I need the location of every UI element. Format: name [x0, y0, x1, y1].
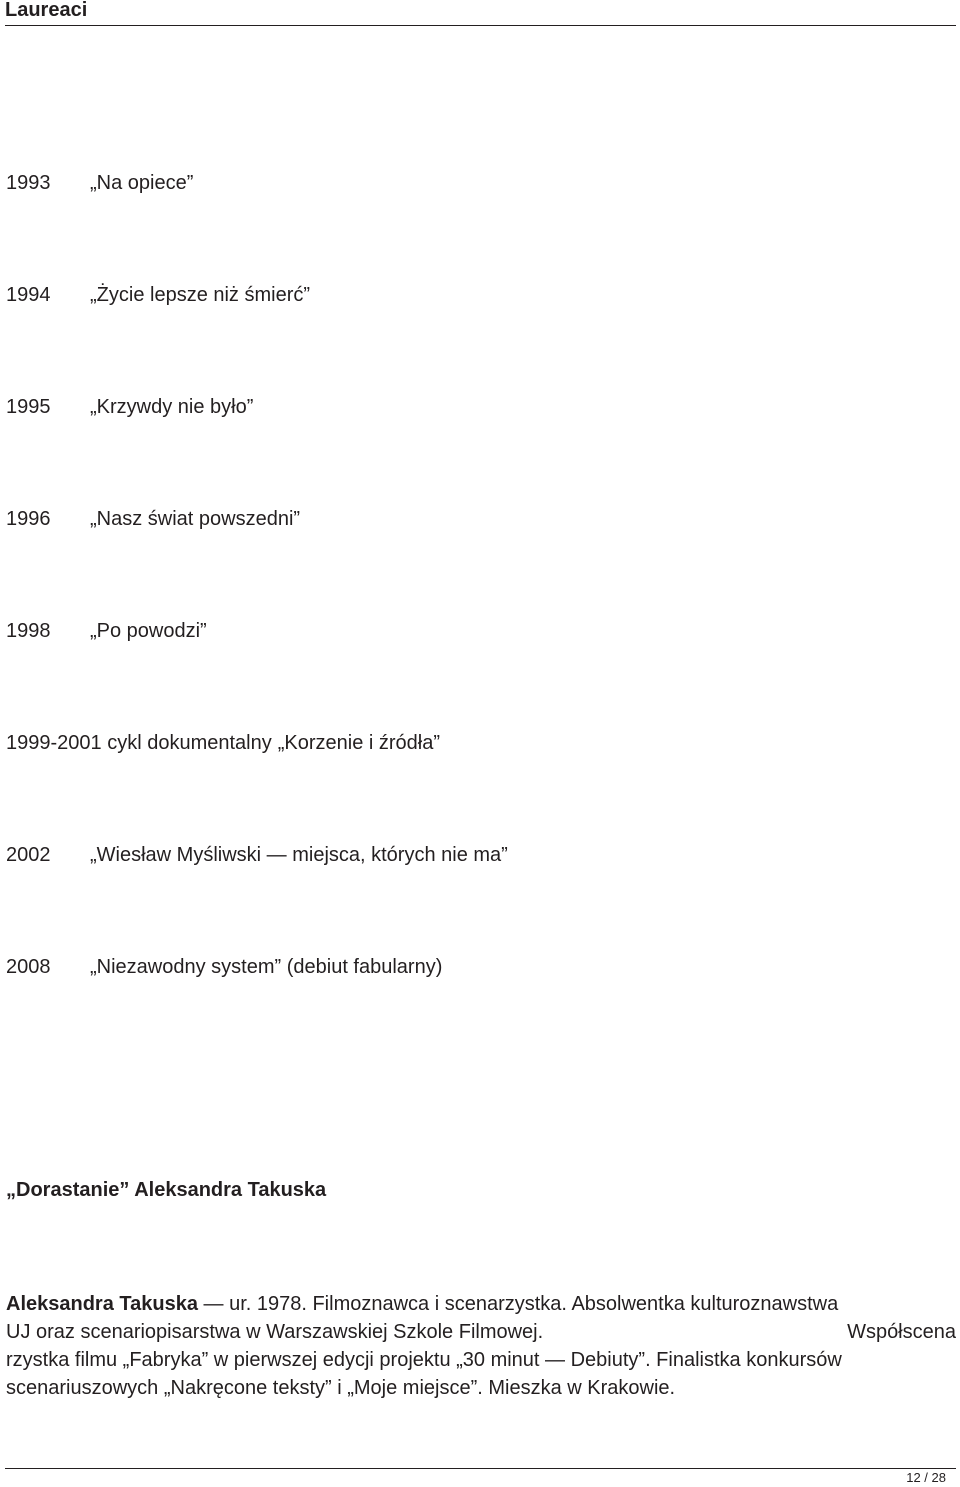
filmography-item — [6, 507, 300, 531]
filmography-item — [6, 619, 207, 643]
film-title: „Życie lepsze niż śmierć” — [90, 284, 311, 306]
bio-line: rzystka filmu „Fabryka” w pierwszej edycji projektu „30 minut — Debiuty”. Finalistka konkursów — [6, 1349, 842, 1371]
film-year: 2008 — [6, 956, 51, 978]
bio-text: Współscena — [847, 1321, 956, 1343]
film-year: 1995 — [6, 396, 51, 418]
page-header-title: Laureaci — [5, 0, 88, 21]
film-title: „Niezawodny system” (debiut fabularny) — [90, 956, 443, 978]
filmography-item — [6, 955, 442, 979]
film-year: 2002 — [6, 844, 51, 866]
film-title: „Po powodzi” — [90, 620, 207, 642]
filmography-item — [6, 283, 310, 307]
page-number: 12 / 28 — [906, 1470, 946, 1485]
film-year: 1996 — [6, 508, 51, 530]
film-title: „Wiesław Myśliwski — miejsca, których nie ma” — [90, 844, 508, 866]
film-year: 1998 — [6, 620, 51, 642]
bio-text: — ur. 1978. Filmoznawca i scenarzystka. Absolwentka kulturoznawstwa — [197, 1293, 839, 1315]
section-heading — [6, 1178, 326, 1202]
film-title: „Nasz świat powszedni” — [90, 508, 301, 530]
film-year: 1993 — [6, 172, 51, 194]
filmography-item — [6, 171, 193, 195]
bio-line — [6, 1318, 956, 1346]
filmography-item — [6, 731, 440, 755]
filmography-item — [6, 395, 253, 419]
bio-text: UJ oraz scenariopisarstwa w Warszawskiej Szkole Filmowej. — [6, 1321, 544, 1343]
film-year: 1999-2001 cykl dokumentalny — [6, 732, 272, 754]
author-bio — [6, 1290, 956, 1402]
section-film-title: „Dorastanie” — [6, 1179, 130, 1201]
bio-line: scenariuszowych „Nakręcone teksty” i „Moje miejsce”. Mieszka w Krakowie. — [6, 1377, 676, 1399]
header-rule — [5, 25, 956, 26]
film-title: „Korzenie i źródła” — [277, 732, 441, 754]
filmography-item — [6, 843, 508, 867]
footer-rule — [5, 1468, 956, 1469]
film-year: 1994 — [6, 284, 51, 306]
bio-author-name: Aleksandra Takuska — [6, 1293, 198, 1315]
film-title: „Krzywdy nie było” — [90, 396, 254, 418]
bio-line — [6, 1290, 956, 1318]
film-title: „Na opiecе” — [90, 172, 194, 194]
section-author: Aleksandra Takuska — [134, 1179, 327, 1201]
